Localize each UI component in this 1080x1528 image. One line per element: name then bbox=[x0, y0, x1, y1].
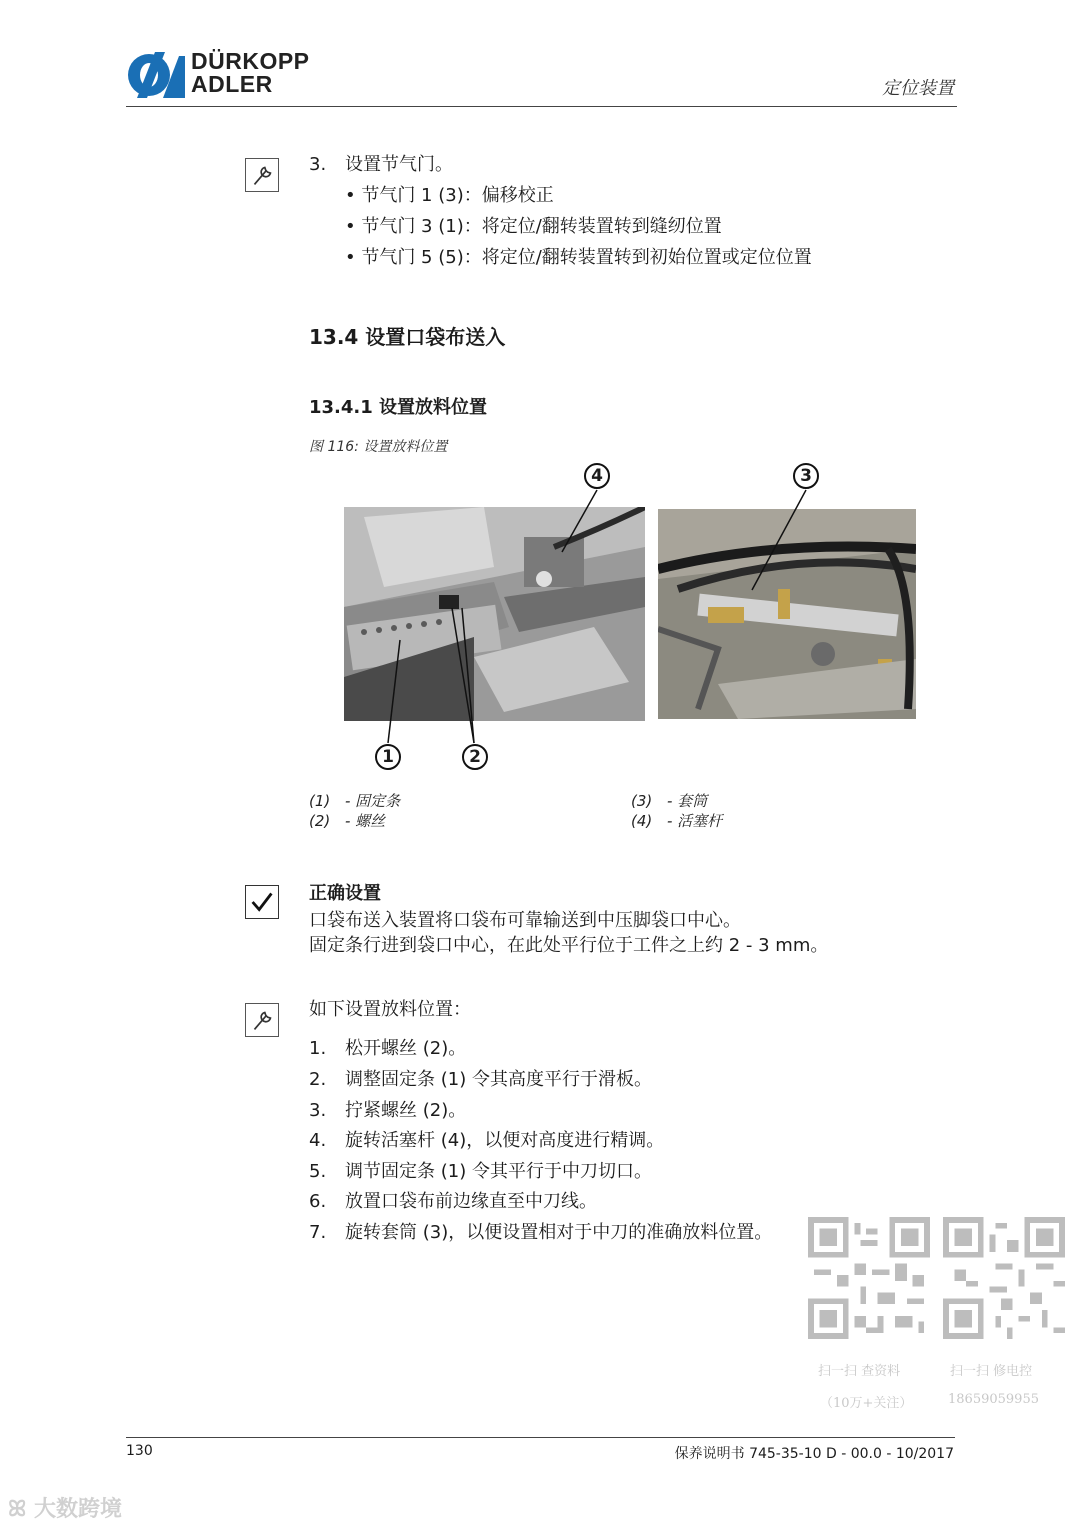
qr-caption: （10万+关注） bbox=[820, 1396, 913, 1411]
wrench-icon bbox=[245, 1003, 279, 1037]
step-item: 3. 设置节气门。 bbox=[309, 154, 453, 175]
section-heading: 13.4 设置口袋布送入 bbox=[309, 325, 506, 349]
callout-4: 4 bbox=[584, 463, 610, 489]
legend-item: (3) - 套筒 bbox=[631, 792, 708, 810]
watermark-logo-icon: ꕤ bbox=[8, 1497, 27, 1522]
correct-setting-title: 正确设置 bbox=[309, 883, 381, 904]
procedure-step: 3. 拧紧螺丝 (2)。 bbox=[309, 1100, 467, 1121]
qr-code-right[interactable] bbox=[943, 1217, 1065, 1339]
qr-caption: 18659059955 bbox=[948, 1392, 1039, 1407]
callout-2: 2 bbox=[462, 744, 488, 770]
checkmark-icon bbox=[245, 885, 279, 919]
procedure-step: 2. 调整固定条 (1) 令其高度平行于滑板。 bbox=[309, 1069, 652, 1090]
procedure-step: 1. 松开螺丝 (2)。 bbox=[309, 1038, 467, 1059]
legend-item: (2) - 螺丝 bbox=[309, 812, 386, 830]
brand-logo-mark bbox=[127, 52, 185, 98]
callout-leader-lines bbox=[300, 460, 860, 780]
correct-setting-line: 口袋布送入装置将口袋布可靠输送到中压脚袋口中心。 bbox=[309, 910, 741, 931]
document-reference: 保养说明书 745-35-10 D - 00.0 - 10/2017 bbox=[674, 1446, 954, 1462]
footer-divider bbox=[126, 1437, 955, 1438]
qr-caption: 扫一扫 修电控 bbox=[950, 1364, 1033, 1379]
procedure-step: 7. 旋转套筒 (3)，以便设置相对于中刀的准确放料位置。 bbox=[309, 1222, 773, 1243]
bullet-item: • 节气门 3 (1)：将定位/翻转装置转到缝纫位置 bbox=[345, 216, 722, 237]
subsection-heading: 13.4.1 设置放料位置 bbox=[309, 397, 488, 418]
header-divider bbox=[126, 106, 957, 107]
correct-setting-line: 固定条行进到袋口中心，在此处平行位于工件之上约 2 - 3 mm。 bbox=[309, 935, 829, 956]
bullet-item: • 节气门 5 (5)：将定位/翻转装置转到初始位置或定位位置 bbox=[345, 247, 812, 268]
page-number: 130 bbox=[126, 1443, 153, 1459]
procedure-intro: 如下设置放料位置： bbox=[309, 999, 471, 1020]
legend-item: (1) - 固定条 bbox=[309, 792, 401, 810]
qr-caption: 扫一扫 查资料 bbox=[818, 1364, 901, 1379]
procedure-step: 5. 调节固定条 (1) 令其平行于中刀切口。 bbox=[309, 1161, 652, 1182]
qr-code-left[interactable] bbox=[808, 1217, 930, 1339]
procedure-step: 6. 放置口袋布前边缘直至中刀线。 bbox=[309, 1191, 597, 1212]
legend-item: (4) - 活塞杆 bbox=[631, 812, 723, 830]
procedure-step: 4. 旋转活塞杆 (4)，以便对高度进行精调。 bbox=[309, 1130, 665, 1151]
section-title: 定位装置 bbox=[882, 78, 954, 99]
callout-1: 1 bbox=[375, 744, 401, 770]
watermark: ꕤ 大数跨境 bbox=[8, 1497, 122, 1522]
figure-caption: 图 116: 设置放料位置 bbox=[309, 439, 448, 455]
wrench-icon bbox=[245, 158, 279, 192]
callout-3: 3 bbox=[793, 463, 819, 489]
brand-logo-text: DÜRKOPP ADLER bbox=[191, 48, 310, 97]
bullet-item: • 节气门 1 (3)：偏移校正 bbox=[345, 185, 554, 206]
